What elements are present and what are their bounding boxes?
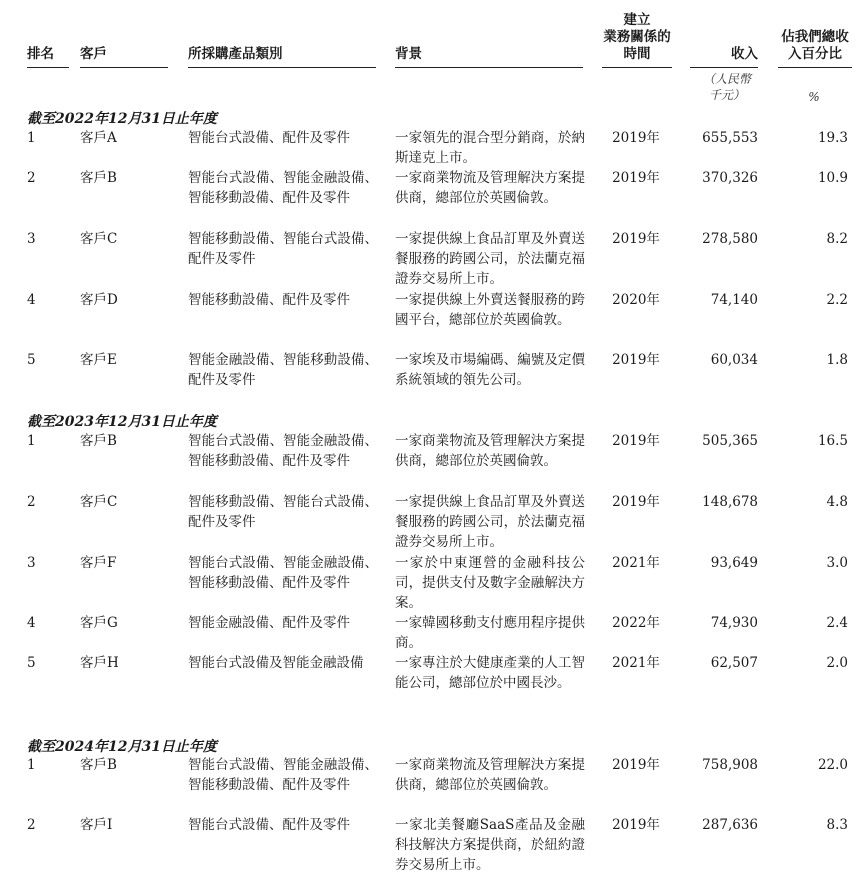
header-customer: 客戶 [80,46,168,68]
cell-revenue: 287,636 [702,817,758,833]
cell-revenue: 370,326 [702,170,758,186]
cell-pct: 10.9 [817,170,848,186]
cell-customer: 客戶B [80,757,117,773]
cell-revenue: 655,553 [702,130,758,146]
cell-pct: 2.2 [826,292,848,308]
cell-background: 一家專注於大健康產業的人工智能公司，總部位於中國長沙。 [395,655,585,691]
cell-pct: 22.0 [817,757,848,773]
header-percentage: 佔我們總收 入百分比 [778,29,852,68]
cell-pct: 16.5 [817,433,848,449]
cell-rank: 2 [27,494,36,510]
cell-customer: 客戶B [80,433,117,449]
cell-background: 一家韓國移動支付應用程序提供商。 [395,615,585,651]
cell-customer: 客戶E [80,352,117,368]
cell-product: 智能台式設備、智能金融設備、智能移動設備、配件及零件 [188,555,378,591]
cell-pct: 19.3 [817,130,848,146]
section-title: 截至2022年12月31日止年度 [27,111,217,127]
cell-year: 2019年 [612,130,660,146]
cell-product: 智能移動設備、配件及零件 [188,292,350,308]
cell-background: 一家商業物流及管理解決方案提供商，總部位於英國倫敦。 [395,757,585,793]
cell-product: 智能金融設備、配件及零件 [188,615,350,631]
percentage-unit: % [808,90,820,104]
header-background: 背景 [395,46,583,68]
cell-customer: 客戶C [80,231,118,247]
cell-rank: 5 [27,352,36,368]
cell-background: 一家領先的混合型分銷商，於納斯達克上市。 [395,130,585,166]
cell-rank: 4 [27,615,36,631]
cell-revenue: 278,580 [702,231,758,247]
cell-year: 2022年 [612,615,660,631]
cell-background: 一家埃及市場編碼、編號及定價系統領域的領先公司。 [395,352,585,388]
cell-year: 2020年 [612,292,660,308]
cell-year: 2021年 [612,655,660,671]
cell-revenue: 148,678 [702,494,758,510]
cell-rank: 2 [27,170,36,186]
cell-rank: 5 [27,655,36,671]
cell-customer: 客戶I [80,817,113,833]
cell-product: 智能台式設備、智能金融設備、智能移動設備、配件及零件 [188,170,378,206]
cell-customer: 客戶C [80,494,118,510]
cell-revenue: 74,930 [710,615,758,631]
cell-product: 智能台式設備、配件及零件 [188,817,350,833]
header-year: 建立 業務關係的 時間 [602,12,672,68]
cell-customer: 客戶H [80,655,119,671]
cell-revenue: 505,365 [702,433,758,449]
cell-background: 一家於中東運營的金融科技公司，提供支付及數字金融解決方案。 [395,555,585,611]
cell-background: 一家提供線上外賣送餐服務的跨國平台，總部位於英國倫敦。 [395,292,585,328]
cell-customer: 客戶F [80,555,117,571]
cell-rank: 1 [27,757,36,773]
cell-product: 智能台式設備、智能金融設備、智能移動設備、配件及零件 [188,433,378,469]
cell-background: 一家商業物流及管理解決方案提供商，總部位於英國倫敦。 [395,170,585,206]
cell-revenue: 93,649 [710,555,758,571]
cell-rank: 4 [27,292,36,308]
cell-customer: 客戶G [80,615,118,631]
cell-pct: 8.2 [826,231,848,247]
cell-product: 智能金融設備、智能移動設備、配件及零件 [188,352,378,388]
cell-background: 一家提供線上食品訂單及外賣送餐服務的跨國公司，於法蘭克福證券交易所上市。 [395,494,585,550]
cell-year: 2019年 [612,352,660,368]
cell-pct: 2.4 [826,615,848,631]
cell-pct: 1.8 [826,352,848,368]
cell-product: 智能台式設備、智能金融設備、智能移動設備、配件及零件 [188,757,378,793]
cell-revenue: 60,034 [710,352,758,368]
header-product: 所採購產品類別 [188,46,376,68]
cell-pct: 2.0 [826,655,848,671]
cell-year: 2019年 [612,231,660,247]
cell-customer: 客戶D [80,292,118,308]
cell-rank: 1 [27,433,36,449]
cell-year: 2019年 [612,494,660,510]
cell-year: 2019年 [612,170,660,186]
header-revenue: 收入 [690,46,758,68]
header-rank: 排名 [27,46,69,68]
cell-background: 一家提供線上食品訂單及外賣送餐服務的跨國公司，於法蘭克福證券交易所上市。 [395,231,585,287]
cell-pct: 8.3 [826,817,848,833]
cell-year: 2019年 [612,433,660,449]
cell-year: 2021年 [612,555,660,571]
section-title: 截至2023年12月31日止年度 [27,414,217,430]
cell-year: 2019年 [612,817,660,833]
cell-customer: 客戶A [80,130,117,146]
cell-pct: 3.0 [826,555,848,571]
cell-product: 智能台式設備、配件及零件 [188,130,350,146]
cell-revenue: 74,140 [710,292,758,308]
cell-rank: 1 [27,130,36,146]
cell-rank: 2 [27,817,36,833]
cell-background: 一家商業物流及管理解決方案提供商，總部位於英國倫敦。 [395,433,585,469]
cell-background: 一家北美餐廳SaaS產品及金融科技解決方案提供商，於紐約證券交易所上市。 [395,817,585,873]
cell-revenue: 62,507 [710,655,758,671]
cell-product: 智能台式設備及智能金融設備 [188,655,364,671]
cell-pct: 4.8 [826,494,848,510]
cell-revenue: 758,908 [702,757,758,773]
cell-product: 智能移動設備、智能台式設備、配件及零件 [188,231,378,267]
cell-rank: 3 [27,555,36,571]
section-title: 截至2024年12月31日止年度 [27,739,217,755]
revenue-unit: （人民幣 千元） [702,72,751,102]
cell-product: 智能移動設備、智能台式設備、配件及零件 [188,494,378,530]
cell-customer: 客戶B [80,170,117,186]
cell-rank: 3 [27,231,36,247]
cell-year: 2019年 [612,757,660,773]
